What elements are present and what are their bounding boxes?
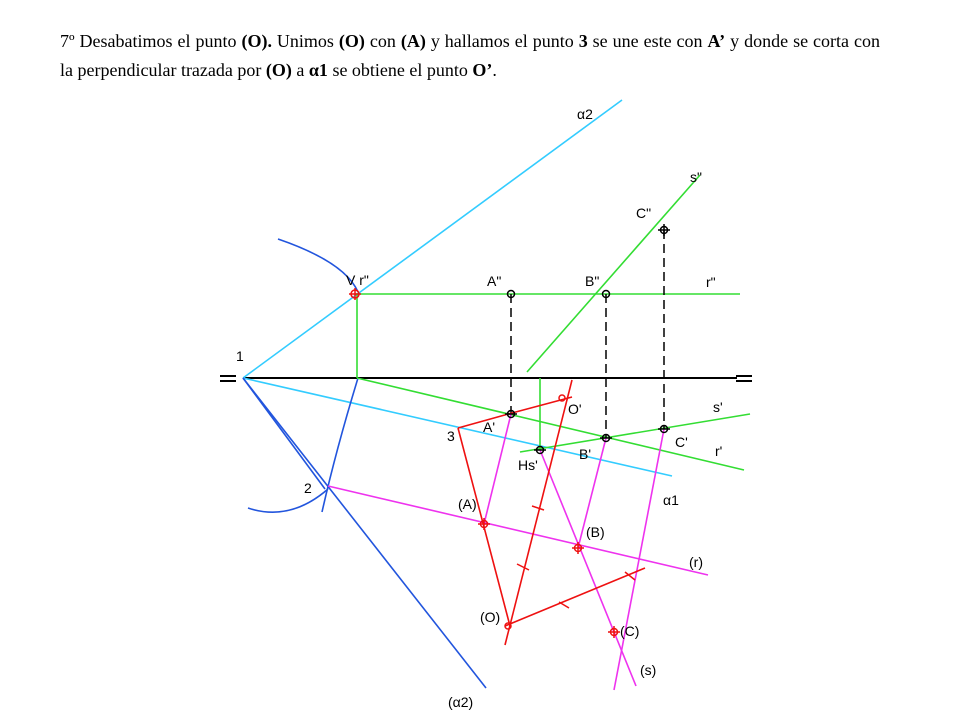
label-3: 3 [447, 428, 455, 444]
arc-lower [248, 489, 328, 512]
label-alpha2: α2 [577, 106, 593, 122]
label-r-p: r' [715, 443, 723, 459]
label-c-ab: (C) [620, 623, 640, 639]
magenta-lines [328, 414, 708, 690]
label-o-ab: (O) [480, 609, 501, 625]
label-a-ab: (A) [458, 496, 477, 512]
label-a-p: A' [483, 419, 496, 435]
label-b-ab: (B) [586, 524, 605, 540]
label-c-p: C' [675, 434, 688, 450]
label-o-p: O' [568, 401, 582, 417]
label-s-ab: (s) [640, 662, 657, 678]
label-hs: Hs' [518, 457, 538, 473]
red-tick-marks [517, 506, 635, 608]
label-alpha1: α1 [663, 492, 679, 508]
label-b-pp: B" [585, 273, 600, 289]
diagram-labels [236, 106, 723, 710]
label-vr: V r" [346, 272, 369, 288]
label-c-pp: C" [636, 205, 652, 221]
label-r-pp: r" [706, 274, 716, 290]
label-b-p: B' [579, 446, 592, 462]
green-lines [355, 175, 750, 470]
alpha2-trace [243, 100, 622, 378]
label-s-pp: s" [690, 169, 702, 185]
label-1: 1 [236, 348, 244, 364]
label-a-pp: A" [487, 273, 502, 289]
label-2: 2 [304, 480, 312, 496]
label-r-ab: (r) [689, 554, 703, 570]
label-s-p: s' [713, 399, 723, 415]
ground-line [220, 376, 752, 381]
label-alpha2-abated: (α2) [448, 694, 474, 710]
caption-text: 7º Desabatimos el punto (O). Unimos (O) con (A) y hallamos el punto 3 se une este con A’ y donde se corta con la perpendicular trazada por (O) a α1 se obtiene el punto O’. [60, 31, 880, 80]
